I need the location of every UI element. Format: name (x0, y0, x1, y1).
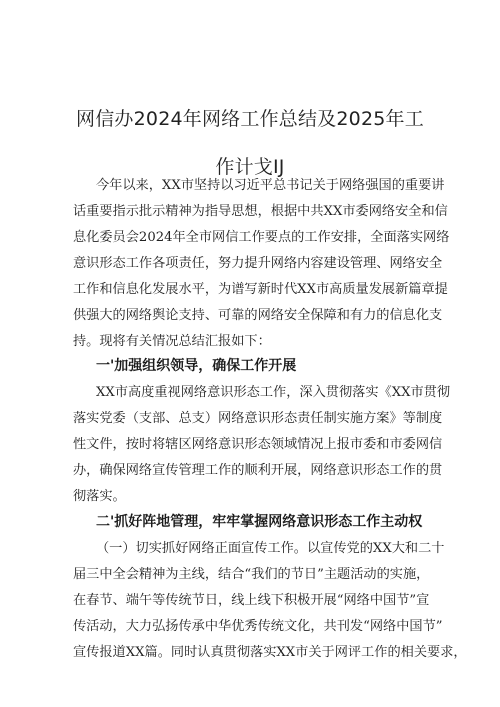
intro-line-6: 供强大的网络舆论支持、可靠的网络安全保障和有力的信息化支 (73, 308, 443, 323)
document-title-line-2: 作计戈IJ (215, 156, 285, 178)
section-1-line-1: XX市高度重视网络意识形态工作，深入贯彻落实《XX市贯彻 (96, 385, 451, 400)
section-1-line-2: 落实党委（支部、总支）网络意识形态责任制实施方案》等制度 (73, 411, 443, 426)
section-1-heading: 一'加强组织领导，确保工作开展 (96, 358, 297, 374)
intro-line-5: 工作和信息化发展水平，为谱写新时代XX市高质量发展新篇章提 (73, 282, 448, 297)
section-2-line-3: 在春节、端午等传统节日，线上线下积极开展“网络中国节”宣 (73, 593, 430, 608)
section-2-line-4: 传活动，大力弘扬传承中华优秀传统文化，共刊发“网络中国节” (73, 619, 443, 634)
intro-line-4: 意识形态工作各项责任，努力提升网络内容建设管理、网络安全 (73, 256, 443, 271)
intro-line-2: 话重要指示批示精神为指导思想，根据中共XX市委网络安全和信 (73, 204, 448, 219)
section-2-line-5: 宣传报道XX篇。同时认真贯彻落实XX市关于网评工作的相关要求， (73, 645, 467, 660)
section-1-line-3: 性文件，按时将辖区网络意识形态领域情况上报市委和市委网信 (73, 437, 443, 452)
document-title-line-1: 网信办2024年网络工作总结及2025年工 (76, 108, 424, 130)
intro-line-7: 持。现将有关情况总结汇报如下： (73, 334, 271, 349)
section-2-line-1: （一）切实抓好网络正面宣传工作。以宣传党的XX大和二十 (96, 541, 445, 556)
section-1-line-4: 办，确保网络宣传管理工作的顺利开展，网络意识形态工作的贯 (73, 463, 443, 478)
intro-line-3: 息化委员会2024年全市网信工作要点的工作安排，全面落实网络 (73, 230, 450, 245)
section-1-line-5: 彻落实。 (73, 489, 126, 504)
section-2-heading: 二'抓好阵地管理，牢牢掌握网络意识形态工作主动权 (96, 514, 423, 530)
intro-line-1: 今年以来，XX市坚持以习近平总书记关于网络强国的重要讲 (96, 178, 445, 193)
section-2-line-2: 届三中全会精神为主线，结合“我们的节日”主题活动的实施， (73, 567, 430, 582)
